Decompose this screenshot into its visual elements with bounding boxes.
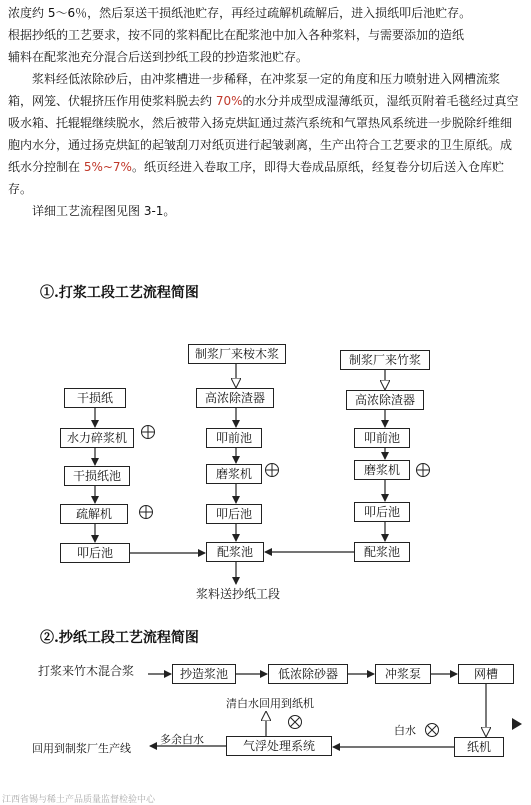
section-1-title: ①.打浆工段工艺流程简图 (40, 285, 199, 301)
box-dry-broke-pool: 干损纸池 (64, 466, 130, 486)
label-return-pulp-line: 回用到制浆厂生产线 (32, 742, 131, 755)
highlight-moisture: 5%~7% (83, 160, 132, 174)
box-hydrapulper: 水力碎浆机 (60, 428, 134, 448)
paragraph-3: 详细工艺流程图见图 3-1。 (32, 204, 176, 218)
box-deflaker: 疏解机 (60, 504, 128, 524)
box-right-mixing-pool: 配浆池 (354, 542, 410, 562)
box-refiner-1: 磨浆机 (206, 464, 262, 484)
box-eucalyptus-pulp: 制浆厂来桉木浆 (188, 344, 286, 364)
footer-watermark: 江西省锡与稀土产品质量监督检验中心 (2, 795, 156, 805)
body-text (8, 2, 523, 222)
label-excess-water: 多余白水 (160, 733, 204, 746)
box-paper-machine: 纸机 (454, 737, 504, 757)
label-clear-water-return: 清白水回用到纸机 (226, 697, 314, 710)
section-2-title: ②.抄纸工段工艺流程简图 (40, 630, 199, 646)
box-fan-pump: 冲浆泵 (375, 664, 431, 684)
label-white-water: 白水 (394, 724, 416, 737)
box-pre-pool-2: 叩前池 (354, 428, 410, 448)
paragraph-2: 浆料经低浓除砂后，由冲浆槽进一步稀释，在冲浆泵一定的角度和压力喷射进入网槽流浆箱，网笼、伏辊挤压作用使浆料脱去约 70%的水分并成型成湿薄纸页，湿纸页附着毛毯经过真空吸水箱、托辊辊继续脱水，然后被带入扬克烘缸通过蒸汽系统和气罩热风系统进一步脱除纤维细胞内水分，通过扬克烘缸的起皱刮刀对纸页进行起皱剥离，生产出符合工艺要求的卫生原纸。成纸水分控制在 5%~7%。纸页经进入卷取工序，即得大卷成品原纸，经复卷分切后送入仓库贮存。 (8, 72, 519, 196)
label-mixed-pulp: 打浆来竹木混合浆 (38, 664, 135, 678)
box-post-pool-2: 叩后池 (354, 502, 410, 522)
highlight-70-percent: 70% (215, 94, 243, 108)
box-refiner-2: 磨浆机 (354, 460, 410, 480)
box-cleaner-1: 高浓除渣器 (196, 388, 274, 408)
box-wire-pit: 网槽 (458, 664, 514, 684)
box-left-post-pool: 叩后池 (60, 543, 130, 563)
box-dry-broke: 干损纸 (64, 388, 126, 408)
box-post-pool-1: 叩后池 (206, 504, 262, 524)
paragraph-1-line-2: 根据抄纸的工艺要求，按不同的浆料配比在配浆池中加入各种浆料，与需要添加的造纸 (8, 28, 465, 42)
label-output: 浆料送抄纸工段 (196, 587, 281, 601)
paragraph-1-line-1: 浓度约 5～6％，然后泵送干损纸池贮存，再经过疏解机疏解后，进入损纸叩后池贮存。 (8, 6, 472, 20)
box-machine-chest: 抄造浆池 (172, 664, 236, 684)
box-mixing-pool: 配浆池 (206, 542, 264, 562)
box-bamboo-pulp: 制浆厂来竹浆 (340, 350, 430, 370)
box-pre-pool-1: 叩前池 (206, 428, 262, 448)
box-flotation: 气浮处理系统 (226, 736, 332, 756)
box-low-cleaner: 低浓除砂器 (268, 664, 348, 684)
paragraph-1-line-3: 辅料在配浆池充分混合后送到抄纸工段的抄造浆池贮存。 (8, 50, 309, 64)
box-cleaner-2: 高浓除渣器 (346, 390, 424, 410)
